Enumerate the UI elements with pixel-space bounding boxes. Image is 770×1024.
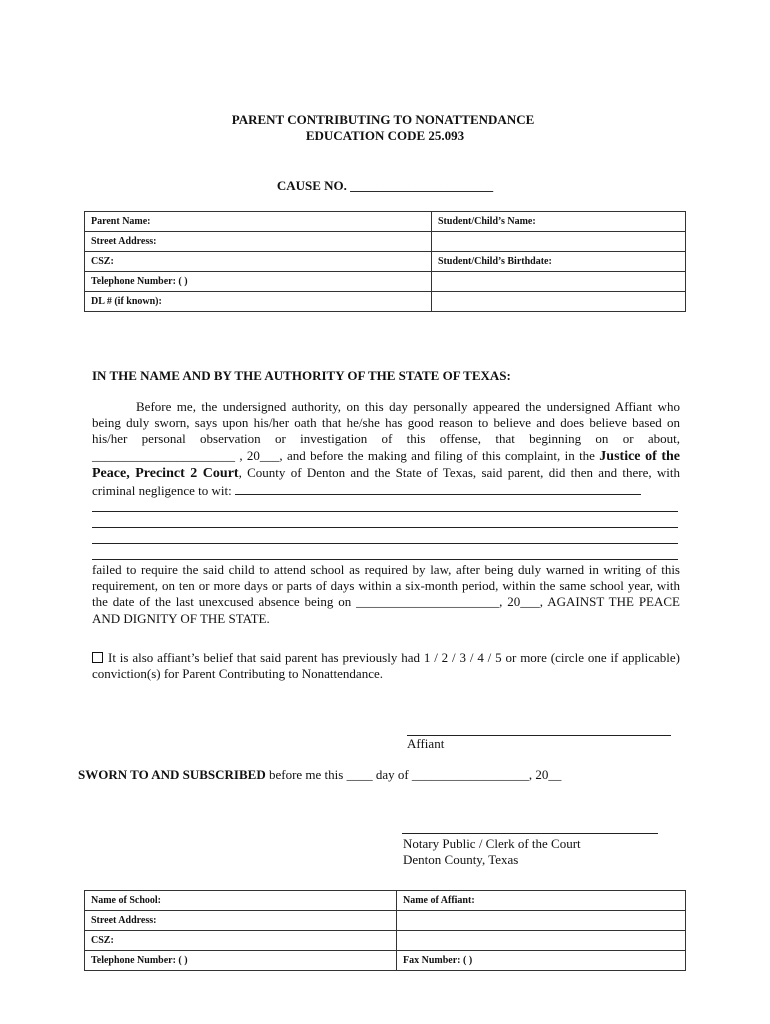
cause-number: CAUSE NO. ______________________ (276, 178, 494, 193)
negligence-line (235, 482, 641, 495)
affiant-label: Affiant (407, 736, 445, 751)
empty-cell (397, 911, 686, 931)
csz-cell: CSZ: (85, 252, 432, 272)
blank-line (92, 559, 678, 560)
notary-label: Notary Public / Clerk of the Court (403, 836, 581, 851)
blank-line (92, 527, 678, 528)
form-subtitle: EDUCATION CODE 25.093 (305, 128, 465, 143)
empty-cell (432, 292, 686, 312)
school-telephone-cell: Telephone Number: ( ) (85, 951, 397, 971)
court-name: Justice of the Peace, Precinct 2 Court (92, 448, 681, 481)
telephone-cell: Telephone Number: ( ) (85, 272, 432, 292)
school-street-cell: Street Address: (85, 911, 397, 931)
blank-line (92, 543, 678, 544)
notary-signature-line (402, 833, 658, 834)
empty-cell (397, 931, 686, 951)
school-name-cell: Name of School: (85, 891, 397, 911)
parent-name-cell: Parent Name: (85, 212, 432, 232)
child-name-cell: Student/Child’s Name: (432, 212, 686, 232)
county-label: Denton County, Texas (403, 852, 519, 867)
sworn-bold: SWORN TO AND SUBSCRIBED (78, 767, 266, 782)
child-birthdate-cell: Student/Child’s Birthdate: (432, 252, 686, 272)
empty-cell (432, 272, 686, 292)
failure-paragraph: failed to require the said child to attend school as required by law, after being duly warned in writing of this requirement, on ten or more days or parts of days within a six-month period, within the same school year, with the date of the last unexcused absence being on ______________________, 20___, AGAINST THE PEACE AND DIGNITY OF THE STATE. (92, 562, 680, 626)
sworn-statement (78, 767, 561, 783)
complaint-text-b: , County of Denton and the State of Texas, said parent, did then and there, with criminal negligence to wit: (92, 464, 680, 499)
fax-cell: Fax Number: ( ) (397, 951, 686, 971)
form-title: PARENT CONTRIBUTING TO NONATTENDANCE (231, 112, 535, 127)
prior-conviction-text: It is also affiant’s belief that said parent has previously had 1 / 2 / 3 / 4 / 5 or more (circle one if applicable) conviction(s) for Parent Contributing to Nonattendance. (92, 650, 680, 682)
empty-cell (432, 232, 686, 252)
complaint-paragraph (92, 399, 680, 499)
authority-heading: IN THE NAME AND BY THE AUTHORITY OF THE STATE OF TEXAS: (92, 368, 511, 383)
parent-info-table (84, 211, 686, 312)
sworn-rest: before me this ____ day of __________________, 20__ (265, 767, 562, 782)
blank-line (92, 511, 678, 512)
school-csz-cell: CSZ: (85, 931, 397, 951)
prior-conviction-paragraph (92, 650, 680, 682)
dl-cell: DL # (if known): (85, 292, 432, 312)
affiant-signature-line (407, 735, 671, 736)
checkbox-icon[interactable] (92, 652, 103, 663)
street-address-cell: Street Address: (85, 232, 432, 252)
complaint-text-a: Before me, the undersigned authority, on this day personally appeared the undersigned Affiant who being duly sworn, says upon his/her oath that he/she has good reason to believe and does believe based on his/her personal observation or investigation of this offense, that beginning on or about, ______________________ , 20___, and before the making and filing of this complaint, in the (92, 399, 680, 463)
affiant-name-cell: Name of Affiant: (397, 891, 686, 911)
school-info-table (84, 890, 686, 971)
